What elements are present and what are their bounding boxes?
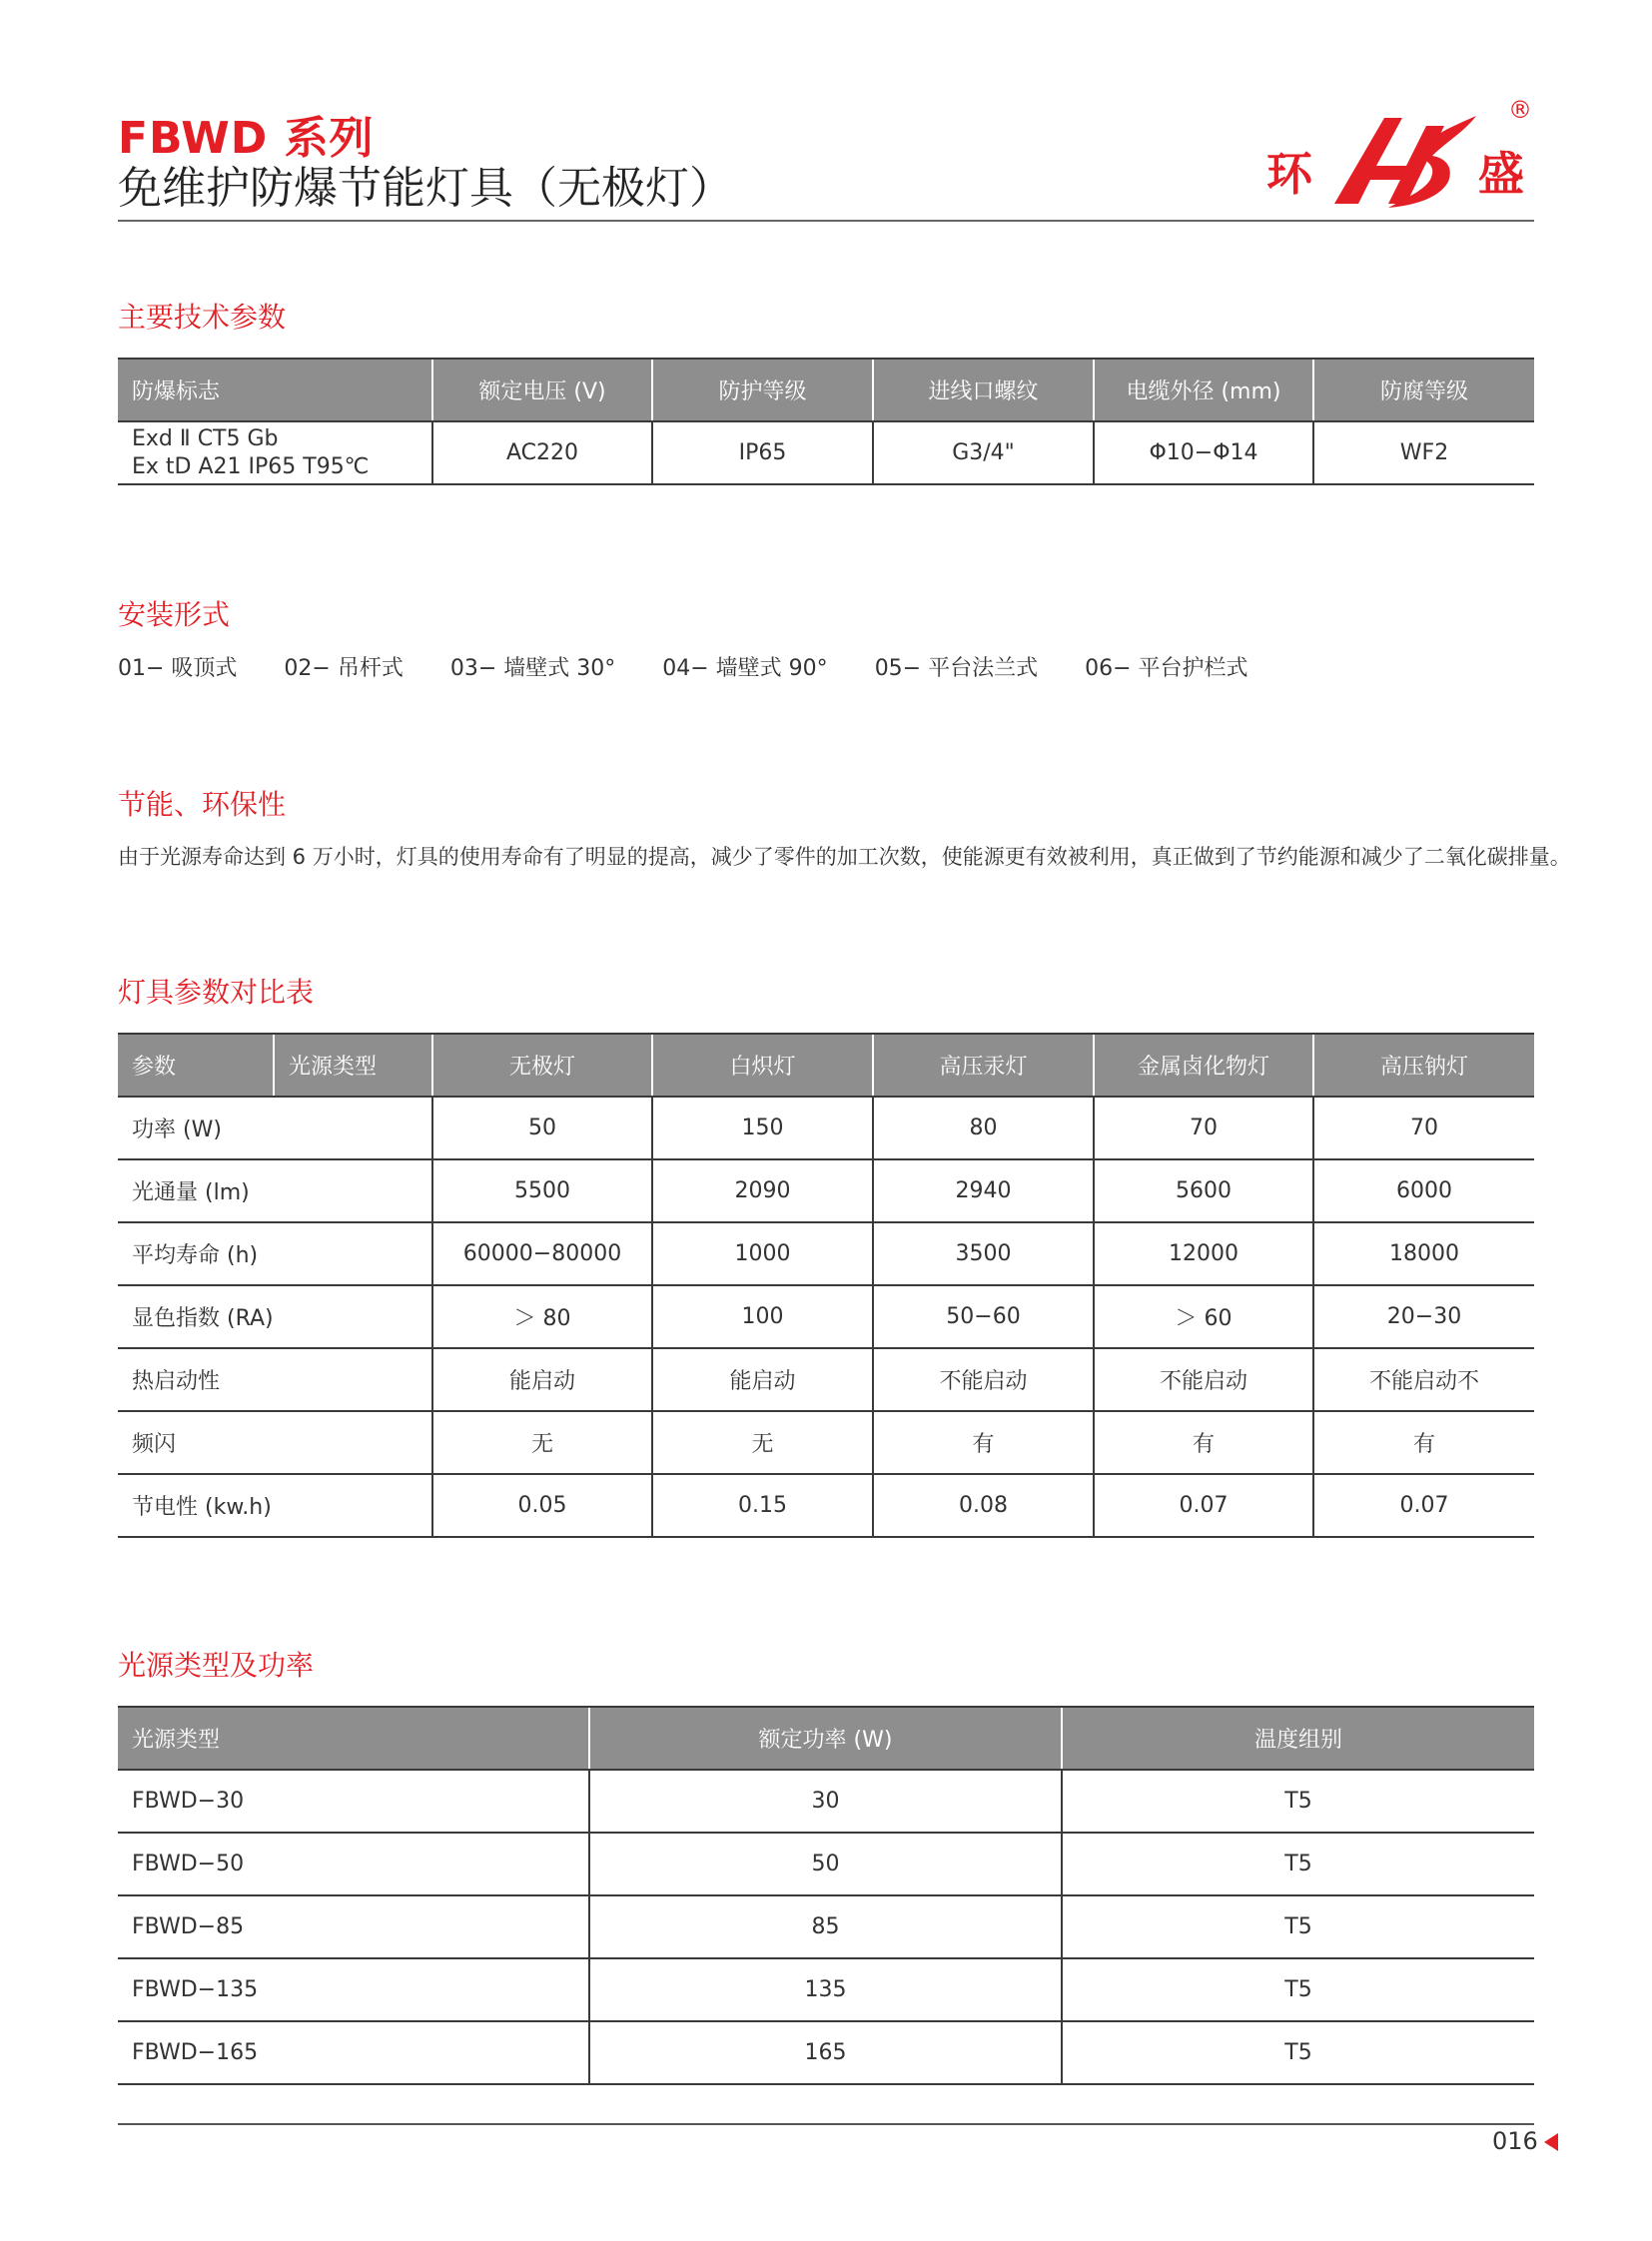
table-cell: 5600 xyxy=(1094,1159,1313,1222)
list-item: 01− 吸顶式 xyxy=(118,656,238,681)
table-cell: 50 xyxy=(432,1097,652,1159)
table-cell: 光通量 (lm) xyxy=(118,1159,432,1222)
table-row xyxy=(118,1222,1534,1285)
list-item: 03− 墙壁式 30° xyxy=(449,656,616,681)
table-header-row xyxy=(118,1707,1534,1770)
column-header: 参数 xyxy=(118,1034,274,1097)
table-row xyxy=(118,1411,1534,1474)
column-header: 高压钠灯 xyxy=(1313,1034,1534,1097)
table-cell: ＞ 60 xyxy=(1094,1285,1313,1348)
table-cell: 30 xyxy=(589,1770,1062,1833)
install-types-list xyxy=(118,651,1288,682)
table-cell: 0.05 xyxy=(432,1474,652,1537)
table-cell: ＞ 80 xyxy=(432,1285,652,1348)
table-cell: 12000 xyxy=(1094,1222,1313,1285)
power-table xyxy=(118,1706,1534,2085)
table-cell: 频闪 xyxy=(118,1411,432,1474)
table-header-row xyxy=(118,1034,1534,1097)
table-header-row xyxy=(118,359,1534,421)
table-row xyxy=(118,1097,1534,1159)
table-cell: 50−60 xyxy=(873,1285,1094,1348)
table-cell: T5 xyxy=(1062,1895,1534,1958)
column-header: 防腐等级 xyxy=(1313,359,1534,421)
table-row xyxy=(118,1285,1534,1348)
table-cell: 不能启动 xyxy=(1094,1348,1313,1411)
table-cell: FBWD−165 xyxy=(118,2021,589,2084)
table-row xyxy=(118,1474,1534,1537)
list-item: 05− 平台法兰式 xyxy=(874,656,1039,681)
table-cell: 有 xyxy=(1094,1411,1313,1474)
section-heading-eco: 节能、环保性 xyxy=(118,788,287,821)
table-cell: 0.08 xyxy=(873,1474,1094,1537)
table-cell: FBWD−85 xyxy=(118,1895,589,1958)
table-cell: FBWD−50 xyxy=(118,1833,589,1895)
column-header: 防爆标志 xyxy=(118,359,432,421)
table-cell: 无 xyxy=(432,1411,652,1474)
table-row xyxy=(118,421,1534,484)
table-cell: 6000 xyxy=(1313,1159,1534,1222)
table-row xyxy=(118,2021,1534,2084)
table-row xyxy=(118,1159,1534,1222)
table-cell: 有 xyxy=(1313,1411,1534,1474)
table-cell: 显色指数 (RA) xyxy=(118,1285,432,1348)
table-cell: 135 xyxy=(589,1958,1062,2021)
table-cell: T5 xyxy=(1062,2021,1534,2084)
table-cell: 0.15 xyxy=(652,1474,873,1537)
table-row xyxy=(118,1348,1534,1411)
product-title: 免维护防爆节能灯具（无极灯） xyxy=(118,163,733,214)
brand-logo xyxy=(1256,96,1546,216)
page-arrow-icon xyxy=(1544,2133,1558,2151)
table-cell: FBWD−135 xyxy=(118,1958,589,2021)
specs-table xyxy=(118,358,1534,485)
table-cell: 3500 xyxy=(873,1222,1094,1285)
list-item: 04− 墙壁式 90° xyxy=(662,656,828,681)
table-cell: 能启动 xyxy=(652,1348,873,1411)
registered-icon: ® xyxy=(1508,96,1532,124)
table-cell: 不能启动 xyxy=(873,1348,1094,1411)
table-row xyxy=(118,1833,1534,1895)
table-cell: 85 xyxy=(589,1895,1062,1958)
table-row xyxy=(118,1895,1534,1958)
series-title: FBWD 系列 xyxy=(118,113,375,164)
section-heading-power: 光源类型及功率 xyxy=(118,1649,315,1682)
table-cell: 平均寿命 (h) xyxy=(118,1222,432,1285)
logo-right-char: 盛 xyxy=(1478,147,1524,201)
voltage-cell: AC220 xyxy=(432,421,652,484)
table-cell: 能启动 xyxy=(432,1348,652,1411)
table-cell: 2940 xyxy=(873,1159,1094,1222)
column-header: 额定功率 (W) xyxy=(589,1707,1062,1770)
column-header: 光源类型 xyxy=(118,1707,589,1770)
table-row xyxy=(118,1770,1534,1833)
column-header: 高压汞灯 xyxy=(873,1034,1094,1097)
table-cell: 2090 xyxy=(652,1159,873,1222)
table-cell: 1000 xyxy=(652,1222,873,1285)
anticorrosion-cell: WF2 xyxy=(1313,421,1534,484)
header-divider xyxy=(118,220,1534,222)
table-cell: 80 xyxy=(873,1097,1094,1159)
table-cell: 70 xyxy=(1094,1097,1313,1159)
table-cell: 50 xyxy=(589,1833,1062,1895)
column-header: 白炽灯 xyxy=(652,1034,873,1097)
column-header: 额定电压 (V) xyxy=(432,359,652,421)
eco-paragraph: 由于光源寿命达到 6 万小时，灯具的使用寿命有了明显的提高，减少了零件的加工次数，使能源更有效被利用，真正做到了节约能源和减少了二氧化碳排量。 xyxy=(118,845,1571,869)
section-heading-specs: 主要技术参数 xyxy=(118,301,287,334)
table-cell: 5500 xyxy=(432,1159,652,1222)
thread-cell: G3/4" xyxy=(873,421,1094,484)
table-cell: 165 xyxy=(589,2021,1062,2084)
column-header: 电缆外径 (mm) xyxy=(1094,359,1313,421)
cable-cell: Φ10−Φ14 xyxy=(1094,421,1313,484)
table-cell: 节电性 (kw.h) xyxy=(118,1474,432,1537)
table-cell: T5 xyxy=(1062,1770,1534,1833)
protection-cell: IP65 xyxy=(652,421,873,484)
table-cell: 150 xyxy=(652,1097,873,1159)
explosion-mark-cell xyxy=(118,421,432,484)
footer-divider xyxy=(118,2123,1534,2125)
table-cell: T5 xyxy=(1062,1833,1534,1895)
table-cell: 70 xyxy=(1313,1097,1534,1159)
page-number: 016 xyxy=(1492,2127,1538,2155)
table-cell: 功率 (W) xyxy=(118,1097,432,1159)
table-cell: FBWD−30 xyxy=(118,1770,589,1833)
list-item: 06− 平台护栏式 xyxy=(1085,656,1248,681)
table-cell: 60000−80000 xyxy=(432,1222,652,1285)
table-cell: 100 xyxy=(652,1285,873,1348)
explosion-mark-line: Ex tD A21 IP65 T95℃ xyxy=(132,453,370,479)
explosion-mark-line: Exd Ⅱ CT5 Gb xyxy=(132,425,279,451)
logo-hs-mark-icon xyxy=(1314,96,1484,216)
column-header: 温度组别 xyxy=(1062,1707,1534,1770)
column-header: 金属卤化物灯 xyxy=(1094,1034,1313,1097)
section-heading-install: 安装形式 xyxy=(118,598,231,631)
table-cell: 不能启动不 xyxy=(1313,1348,1534,1411)
list-item: 02− 吊杆式 xyxy=(284,656,404,681)
table-cell: 无 xyxy=(652,1411,873,1474)
table-cell: 0.07 xyxy=(1094,1474,1313,1537)
table-cell: 0.07 xyxy=(1313,1474,1534,1537)
table-cell: 18000 xyxy=(1313,1222,1534,1285)
table-cell: T5 xyxy=(1062,1958,1534,2021)
column-header: 无极灯 xyxy=(432,1034,652,1097)
column-header: 防护等级 xyxy=(652,359,873,421)
comparison-table xyxy=(118,1033,1534,1538)
table-row xyxy=(118,1958,1534,2021)
table-cell: 热启动性 xyxy=(118,1348,432,1411)
section-heading-compare: 灯具参数对比表 xyxy=(118,976,315,1009)
column-header: 光源类型 xyxy=(274,1034,432,1097)
table-cell: 有 xyxy=(873,1411,1094,1474)
logo-left-char: 环 xyxy=(1266,147,1312,201)
table-cell: 20−30 xyxy=(1313,1285,1534,1348)
column-header: 进线口螺纹 xyxy=(873,359,1094,421)
